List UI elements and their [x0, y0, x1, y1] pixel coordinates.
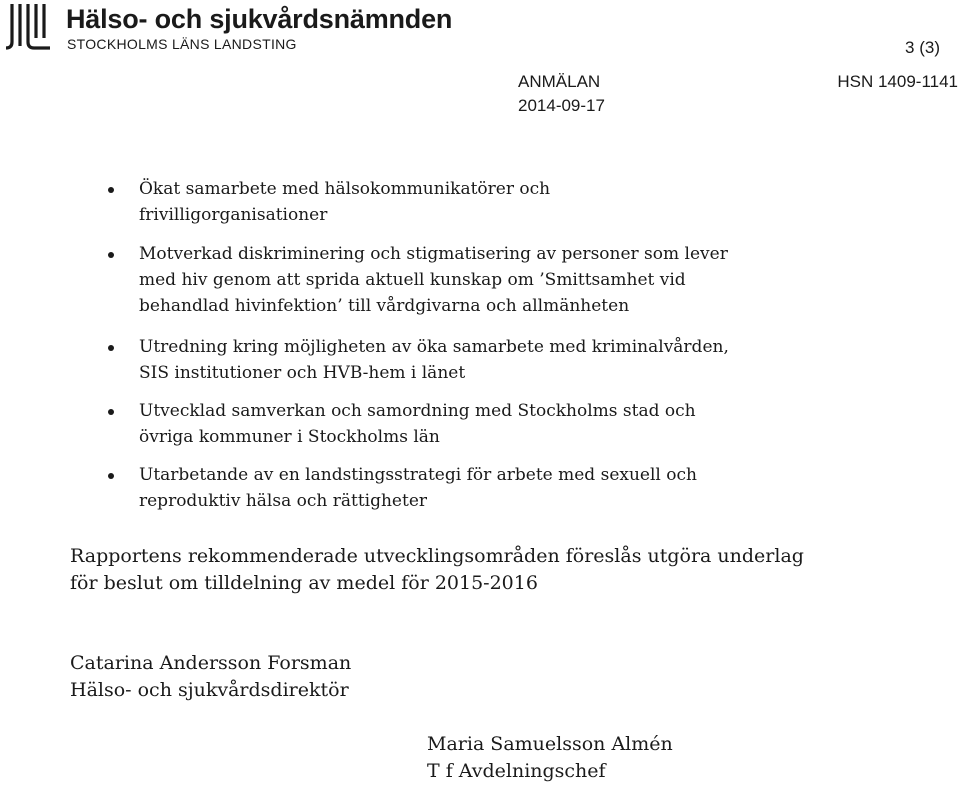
signatory-name: Catarina Andersson Forsman — [70, 652, 352, 674]
page-number: 3 (3) — [905, 38, 940, 57]
bullet-icon — [108, 473, 114, 479]
list-item-line: SIS institutioner och HVB-hem i länet — [139, 363, 466, 383]
list-item-line: övriga kommuner i Stockholms län — [139, 427, 440, 447]
list-item-line: Ökat samarbete med hälsokommunikatörer och — [139, 179, 551, 199]
list-item — [139, 398, 759, 450]
list-item-line: behandlad hivinfektion’ till vårdgivarna och allmänheten — [139, 296, 630, 316]
list-item-line: Motverkad diskriminering och stigmatisering av personer som lever — [139, 244, 728, 264]
sll-logo-icon — [6, 2, 52, 52]
list-item-line: reproduktiv hälsa och rättigheter — [139, 491, 428, 511]
list-item-line: Utredning kring möjligheten av öka samarbete med kriminalvården, — [139, 337, 729, 357]
list-item — [139, 334, 759, 386]
bullet-icon — [108, 345, 114, 351]
recommendation-line: för beslut om tilldelning av medel för 2015-2016 — [70, 572, 538, 594]
signatory-title: T f Avdelningschef — [427, 760, 606, 782]
bullet-icon — [108, 409, 114, 415]
document-reference: HSN 1409-1141 — [837, 72, 958, 91]
bullet-icon — [108, 252, 114, 258]
list-item-line: Utarbetande av en landstingsstrategi för arbete med sexuell och — [139, 465, 697, 485]
list-item — [139, 241, 759, 319]
signatory-title: Hälso- och sjukvårdsdirektör — [70, 679, 349, 701]
document-type: ANMÄLAN — [518, 72, 601, 91]
signatory-name: Maria Samuelsson Almén — [427, 733, 673, 755]
recommendation-line: Rapportens rekommenderade utvecklingsområden föreslås utgöra underlag — [70, 545, 804, 567]
document-date: 2014-09-17 — [518, 96, 605, 115]
org-name: Hälso- och sjukvårdsnämnden — [66, 4, 453, 34]
list-item-line: Utvecklad samverkan och samordning med Stockholms stad och — [139, 401, 696, 421]
bullet-icon — [108, 187, 114, 193]
list-item — [139, 176, 759, 228]
list-item-line: med hiv genom att sprida aktuell kunskap om ’Smittsamhet vid — [139, 270, 686, 290]
list-item-line: frivilligorganisationer — [139, 205, 328, 225]
org-subtitle: STOCKHOLMS LÄNS LANDSTING — [67, 36, 297, 52]
list-item — [139, 462, 759, 514]
